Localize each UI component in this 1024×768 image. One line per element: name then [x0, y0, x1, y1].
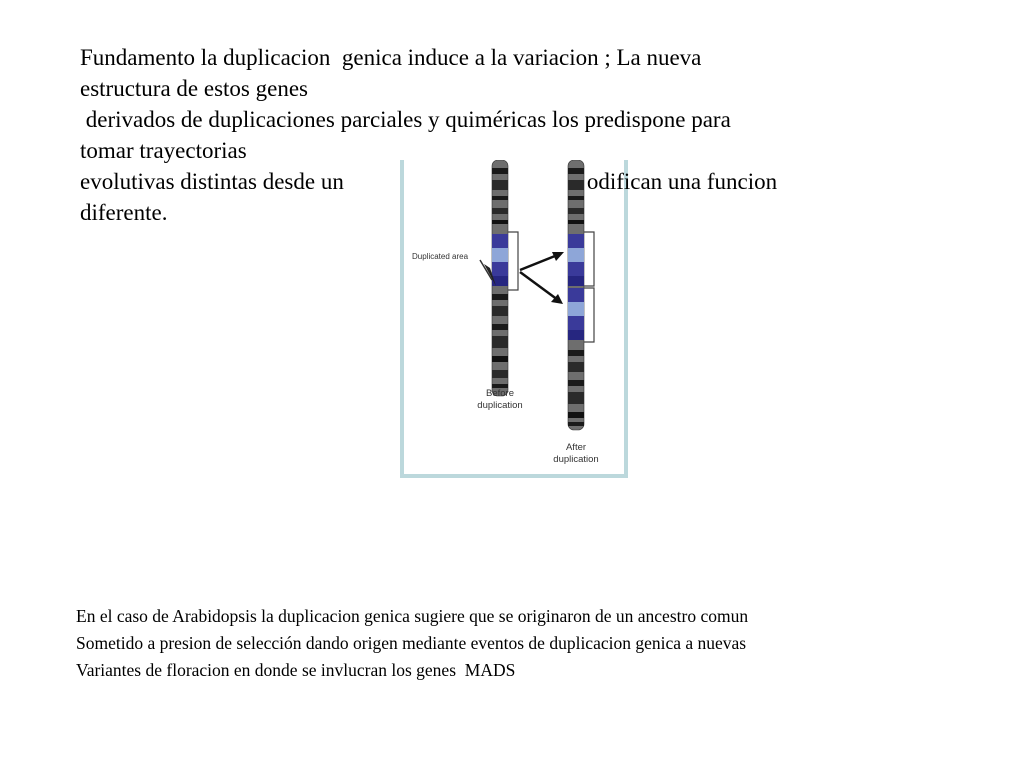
arabidopsis-paragraph [76, 603, 976, 684]
figure-overlap-gap [344, 167, 587, 195]
arabidopsis-line-1: En el caso de Arabidopsis la duplicacion genica sugiere que se originaron de un ancestro comun [76, 606, 749, 626]
intro-line-3: derivados de duplicaciones parciales y quiméricas los predispone para [80, 107, 731, 132]
intro-paragraph [80, 42, 960, 228]
intro-line-5-start: evolutivas distintas desde un [80, 169, 344, 194]
after-label-line2: duplication [553, 454, 599, 465]
before-label-line1: Before [486, 388, 514, 399]
duplication-arrows [520, 252, 564, 304]
intro-line-5-end: odifican una funcion [586, 169, 778, 194]
intro-line-6: diferente. [80, 200, 168, 225]
intro-line-5 [80, 166, 960, 197]
arabidopsis-line-3: Variantes de floracion en donde se invlucran los genes MADS [76, 660, 516, 680]
before-label-line2: duplication [477, 400, 523, 411]
after-label-line1: After [565, 442, 587, 453]
duplicated-area-label: Duplicated area [412, 252, 469, 261]
intro-line-1: Fundamento la duplicacion genica induce a la variacion ; La nueva [80, 45, 702, 70]
intro-line-2: estructura de estos genes [80, 76, 309, 101]
arabidopsis-line-2: Sometido a presion de selección dando origen mediante eventos de duplicacion genica a nuevas [76, 633, 747, 653]
intro-line-4: tomar trayectorias [80, 138, 247, 163]
